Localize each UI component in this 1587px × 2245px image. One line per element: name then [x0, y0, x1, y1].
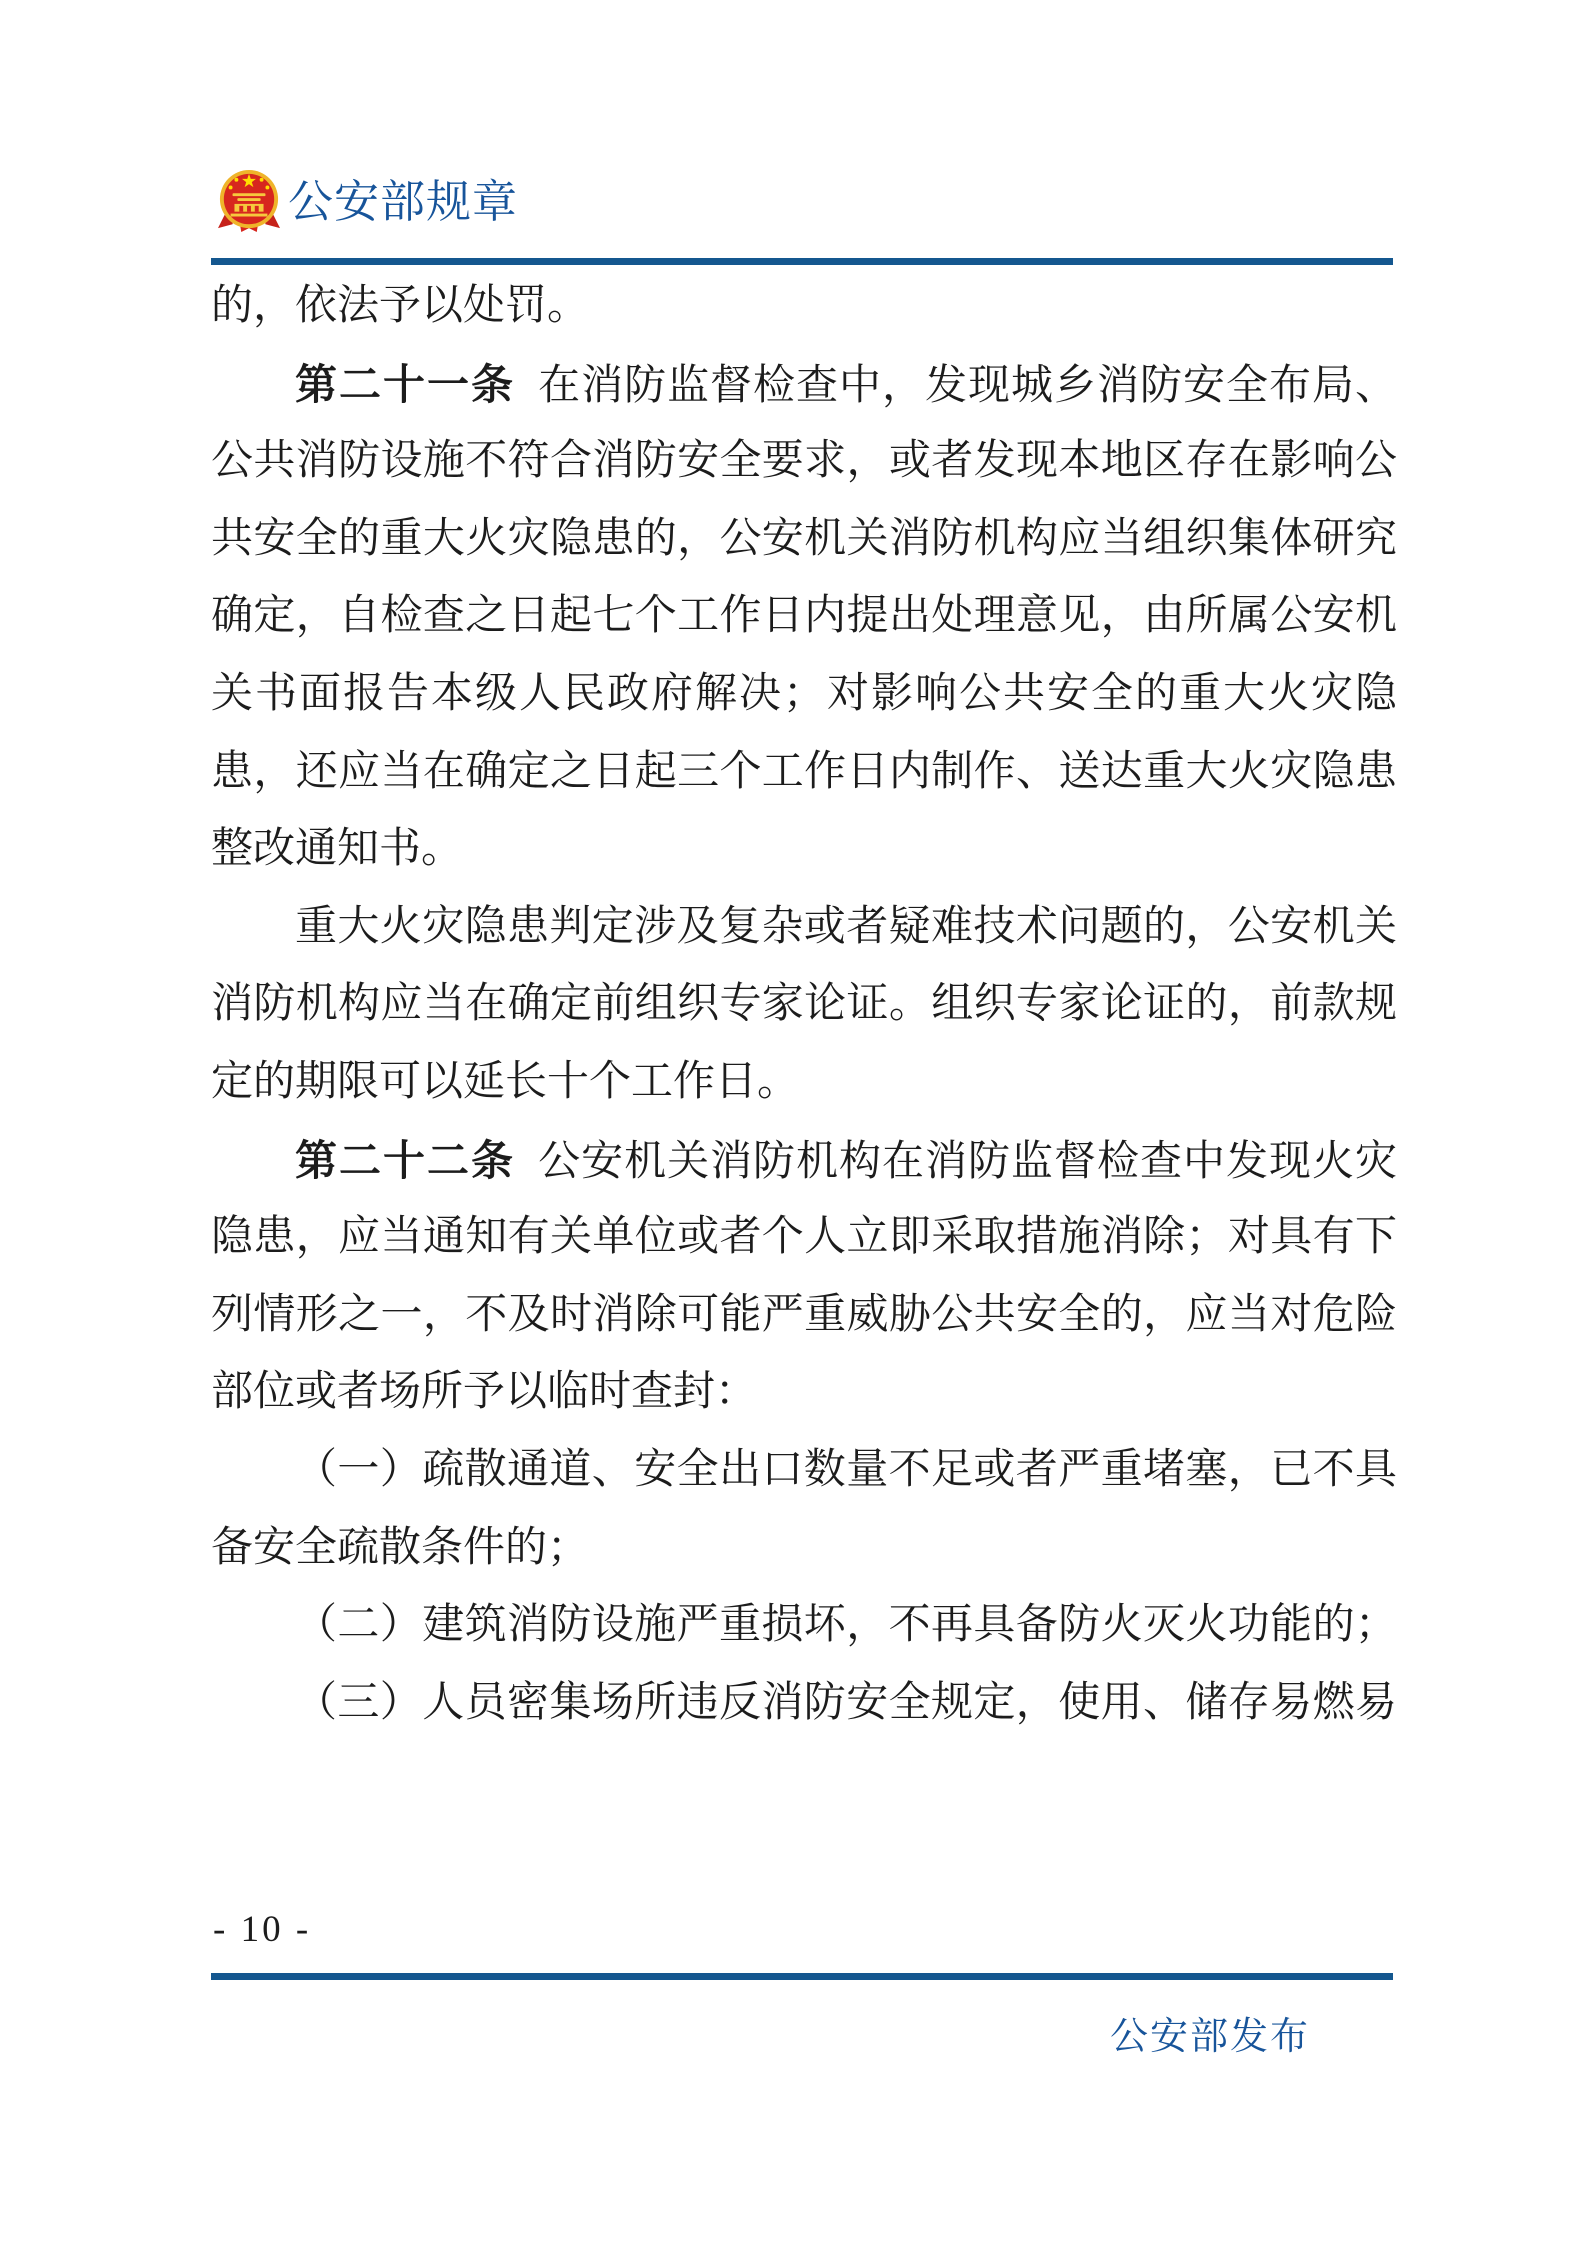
text-line	[211, 346, 1397, 424]
text-line	[211, 423, 1397, 501]
line-text: 重大火灾隐患判定涉及复杂或者疑难技术问题的，公安机关	[295, 903, 1397, 950]
text-line	[211, 656, 1397, 734]
line-text: 消防机构应当在确定前组织专家论证。组织专家论证的，前款规	[211, 981, 1397, 1028]
text-line	[211, 1044, 1397, 1122]
text-line	[211, 1432, 1397, 1510]
text-line	[211, 1354, 1397, 1432]
line-text: （二）建筑消防设施严重损坏，不再具备防火灭火功能的；	[295, 1602, 1397, 1649]
footer-divider	[211, 1973, 1393, 1980]
text-line	[211, 268, 1397, 346]
article-number: 第二十一条	[295, 359, 515, 409]
line-text: 公共消防设施不符合消防安全要求，或者发现本地区存在影响公	[211, 438, 1397, 485]
line-text: 确定，自检查之日起七个工作日内提出处理意见，由所属公安机	[211, 593, 1397, 640]
article-number: 第二十二条	[295, 1135, 515, 1185]
text-line	[211, 811, 1397, 889]
publisher-label: 公安部发布	[1110, 2016, 1311, 2058]
text-line	[211, 1277, 1397, 1355]
line-text: 在消防监督检查中，发现城乡消防安全布局、	[538, 362, 1397, 409]
line-text: 公安机关消防机构在消防监督检查中发现火灾	[538, 1138, 1397, 1185]
document-body	[211, 268, 1397, 1742]
text-line	[211, 1199, 1397, 1277]
line-text: 隐患，应当通知有关单位或者个人立即采取措施消除；对具有下	[211, 1214, 1397, 1261]
header-divider	[211, 258, 1393, 265]
text-line	[211, 1665, 1397, 1743]
page-number: - 10 -	[213, 1909, 312, 1950]
text-line	[211, 1587, 1397, 1665]
national-emblem-icon	[218, 167, 280, 235]
line-text: 部位或者场所予以临时查封：	[211, 1369, 758, 1416]
line-text: 共安全的重大火灾隐患的，公安机关消防机构应当组织集体研究	[211, 515, 1397, 562]
line-text: 列情形之一，不及时消除可能严重威胁公共安全的，应当对危险	[211, 1291, 1397, 1338]
text-line	[211, 578, 1397, 656]
line-text: 患，还应当在确定之日起三个工作日内制作、送达重大火灾隐患	[211, 748, 1397, 795]
line-text: 定的期限可以延长十个工作日。	[211, 1058, 800, 1105]
text-line	[211, 734, 1397, 812]
line-text: 关书面报告本级人民政府解决；对影响公共安全的重大火灾隐	[211, 670, 1397, 717]
header-brand-label: 公安部规章	[288, 177, 519, 227]
line-text: （三）人员密集场所违反消防安全规定，使用、储存易燃易	[295, 1679, 1397, 1726]
text-line	[211, 1122, 1397, 1200]
line-text: 备安全疏散条件的；	[211, 1524, 590, 1571]
line-text: 整改通知书。	[211, 826, 464, 873]
line-text: （一）疏散通道、安全出口数量不足或者严重堵塞，已不具	[295, 1446, 1397, 1493]
text-line	[211, 966, 1397, 1044]
text-line	[211, 889, 1397, 967]
text-line	[211, 501, 1397, 579]
text-line	[211, 1510, 1397, 1588]
line-text: 的，依法予以处罚。	[211, 283, 590, 329]
